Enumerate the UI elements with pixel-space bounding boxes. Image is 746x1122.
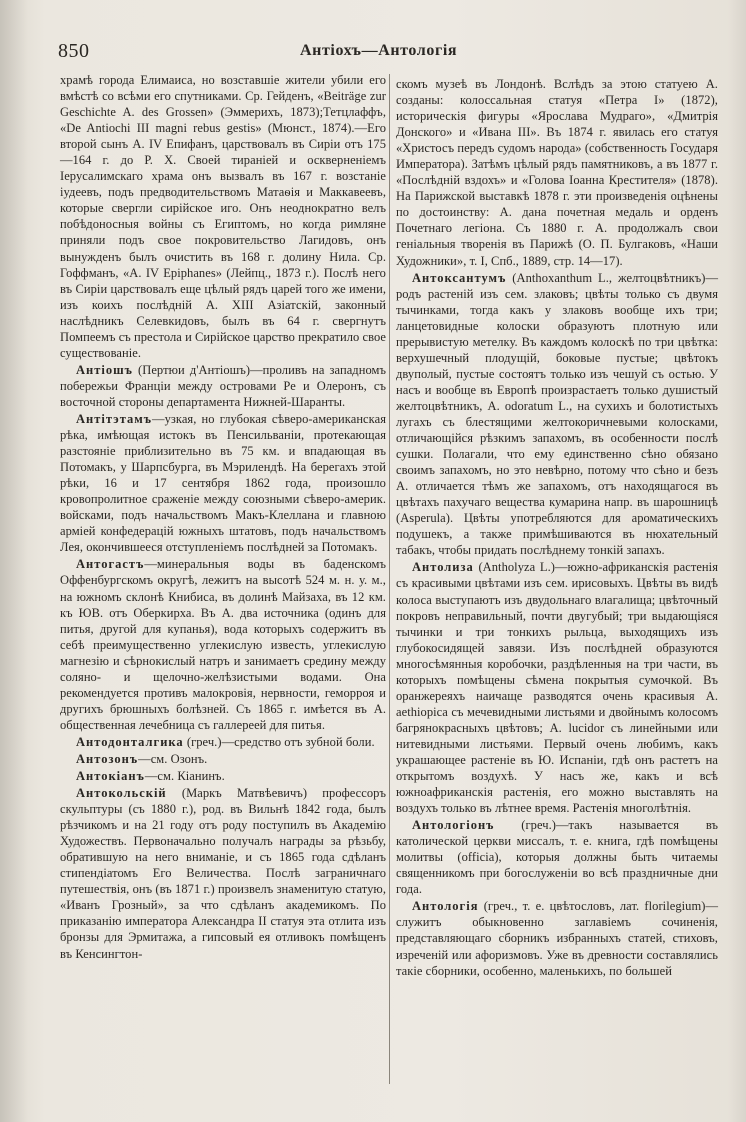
page-header [0,40,746,66]
article-entry [60,734,386,750]
entry-text: (греч., т. е. цвѣтословъ, лат. florilegium)— служитъ обыкновенно заглавіемъ сочиненія, представляющаго сборникъ избранныхъ статей, стиховъ, изреченій или афоризмовъ. Уже въ древности составлялись такіе сборники, особенно, маленькихъ, по большей [396,899,718,978]
entry-headword: Антологіонъ [412,818,495,833]
entry-text: скомъ музеѣ въ Лондонѣ. Вслѣдъ за этою статуею А. созданы: колоссальная статуя «Петра I» (1872), историческія фигуры «Ярослава Мудраго», «Дмитрія Донского» и «Ивана III». Въ 1874 г. явилась его статуя «Христосъ передъ судомъ народа» (собственность Государя Императора). Затѣмъ цѣлый рядъ памятниковъ, а въ 1877 г. «Послѣдній вздохъ» и «Голова Іоанна Крестителя» (1878). На Парижской выставкѣ 1878 г. эти произведенія оцѣнены по достоинству: А. дана почетная медаль и орденъ Почетнаго легіона. Съ 1880 г. А. продолжалъ свои геніальныя творенія въ Парижѣ (О. П. Булгаковъ, «Наши Художники», т. I, Спб., 1889, стр. 14—17). [396,77,718,268]
article-entry [396,76,718,269]
entry-text: —узкая, но глубокая сѣверо-американская рѣка, имѣющая истокъ въ Пенсильваніи, протекающая разстояніе приблизительно въ 75 км. и впадающая въ Потомакъ, у Шарпсбурга, въ Мэрилендѣ. На берегахъ этой рѣки, 16 и 17 сентября 1862 года, произошло кровопролитное сраженіе между союзными сѣверо-америк. войсками, подъ начальствомъ Макъ-Клеллана и главною арміей конфедерацій южныхъ штатовъ, подъ начальствомъ Лея, окончившееся отступленіемъ послѣдней за Потомакъ. [60,411,386,555]
article-entry [60,72,386,361]
running-title: Антіохъ—Антологія [300,42,458,59]
article-entry [396,270,718,559]
entry-text: (греч.)—средство отъ зубной боли. [183,734,375,749]
entry-headword: Антіошъ [76,362,133,377]
entry-text: (Пертюи д'Антіошъ)—проливъ на западномъ побережьи Франціи между островами Ре и Олеронъ, съ восточной стороны департамента Нижней-Шаранты. [60,362,386,409]
entry-text: —минеральныя воды въ баденскомъ Оффенбургскомъ округѣ, лежитъ на высотѣ 524 м. н. у. м., на южномъ склонѣ Книбиса, въ долинѣ Майзаха, въ 12 км. къ ЮВ. отъ Оберкирха. Въ А. два источника (одинъ для питья, другой для купанья), вода которыхъ содержитъ въ себѣ преимущественно углекислую известь, углекислую магнезію и сѣрнокислый натръ и занимаетъ средину между соляно- и щелочно-желѣзистыми водами. Она рекомендуется противъ малокровія, нервности, геморроя и другихъ брюшныхъ болѣзней. Съ 1865 г. имѣется въ А. общественная лечебница съ галлереей для питья. [60,557,386,732]
page-number: 850 [58,40,90,62]
entry-headword: Антокольскій [76,786,167,801]
entry-text: (Anthoxanthum L., желтоцвѣтникъ)—родъ растеній изъ сем. злаковъ; цвѣты только съ двумя тычинками, тогда какъ у злаковъ вообще ихъ три; ланцетовидные колоски образуютъ плотную или прерывистую метелку. Въ каждомъ колоскѣ по три цвѣтка: верхушечный плодущій, боковые пустые; цвѣтокъ двуполый, пустые состоятъ только изъ чешуй съ остью. У насъ и вообще въ Европѣ произрастаетъ только душистый желтоцвѣтникъ, А. odoratum L., на сухихъ и болотистыхъ лугахъ съ блестящими желтокоричневыми колосками, отличающійся рѣзкимъ запахомъ, въ особенности послѣ сушки. Полагали, что ему единственно сѣно обязано своимъ запахомъ, но это невѣрно, потому что сѣно и безъ А. отличается тѣмъ же запахомъ, отъ находящагося въ цвѣтахъ пахучаго вещества кумарина напр. въ шарошницѣ (Asperula). Цвѣты употребляются для ароматическихъ подушекъ, а также примѣшиваются въ нюхательный табакъ, чтобы придать послѣднему тонкій запахъ. [396,270,718,558]
article-entry [60,411,386,555]
entry-text: (Маркъ Матвѣевичъ) профессоръ скульптуры (съ 1880 г.), род. въ Вильнѣ 1842 года, былъ рѣзчикомъ и на 21 году отъ роду поступилъ въ Академію Художествъ. Первоначально получалъ награды за рѣзьбу, обратившую на него вниманіе, и съ 1865 года сдѣланъ стипендіатомъ Его Величества. Послѣ заграничнаго путешествія, онъ (въ 1871 г.) произвелъ знаменитую статую, «Иванъ Грозный», за что сдѣланъ академикомъ. По приказанію императора Александра II статуя эта отлита изъ бронзы для Эрмитажа, а гипсовый ея отливокъ помѣщенъ въ Кенсингтон- [60,786,386,961]
article-entry [60,785,386,962]
article-entry [60,362,386,410]
entry-text: (греч.)—такъ называется въ католической церкви миссалъ, т. е. книга, гдѣ помѣщены молитвы (officia), которыя должны быть читаемы священникомъ при богослуженіи во всѣ праздничные дни года. [396,818,718,897]
entry-text: —см. Озонъ. [138,751,208,766]
article-entry [396,817,718,897]
left-column [60,72,386,963]
article-entry [60,556,386,733]
article-entry [396,559,718,816]
entry-headword: Антокіанъ [76,769,145,784]
entry-headword: Антітэтамъ [76,411,153,426]
entry-headword: Антологія [412,899,479,914]
article-entry [60,768,386,784]
article-entry [396,898,718,978]
entry-text: —см. Кіанинъ. [144,769,225,784]
entry-headword: Антогастъ [76,557,145,572]
entry-headword: Антоксантумъ [412,270,507,285]
entry-text: храмѣ города Елимаиса, но возставшіе жители убили его вмѣстѣ со всѣми его спутниками. Ср. Гейденъ, «Beiträge zur Geschichte A. des Grossen» (Эммерихъ, 1873);Тетцлаффъ, «De Antiochi III magni rebus gestis» (Мюнст., 1874).—Его второй сынъ А. IV Епифанъ, царствовалъ въ Сиріи отъ 175—164 г. до Р. Х. Своей тираніей и оскверненіемъ Іерусалимскаго храма онъ вызвалъ въ 167 г. возстаніе іудеевъ, подъ предводительствомъ Матаѳія и Маккавеевъ, которые свергли сирійское иго. Онъ неоднократно велъ побѣдоносныя войны съ Египтомъ, но когда римляне приняли подъ свое покровительство Лагидовъ, онъ вынужденъ былъ очистить въ 168 г. долину Нила. Ср. Гоффманъ, «A. IV Epiphanes» (Лейпц., 1873 г.). Послѣ него въ Сиріи царствовалъ еще цѣлый рядъ царей того же имени, изъ коихъ послѣдній А. XIII Азіатскій, законный наслѣдникъ Селевкидовъ, былъ въ 64 г. свергнутъ Помпеемъ съ престола и Сирійское царство прекратило свое существованіе. [60,73,386,360]
entry-headword: Антодонталгика [76,734,184,749]
entry-headword: Антозонъ [76,751,139,766]
entry-headword: Антолиза [412,560,474,575]
column-divider [389,74,390,1084]
right-column [396,76,718,980]
article-entry [60,751,386,767]
gutter-shadow [0,0,28,1122]
entry-text: (Antholyza L.)—южно-африканскія растенія съ красивыми цвѣтами изъ сем. ирисовыхъ. Цвѣты въ видѣ колоса выступаютъ изъ двудольнаго влагалища; цвѣточный покровъ неправильный, почти двугубый; три выдающіяся тычинки и три тонкихъ рыльца, выходящихъ изъ глубокосидящей завязи. Изъ послѣдней образуются многосѣмянныя коробочки, раздѣленныя на три части, въ которыхъ помѣщены сѣмена покрытыя сумочкой. Въ оранжереяхъ наичаще разводятся очень красивыя А. aethiopica съ мечевидными листьями и двойнымъ колосомъ багрянокрасныхъ цвѣтовъ; А. lucidor съ линейными или нитевидными листьями. Первый очень любимъ, какъ украшающее растеніе въ Ю. Испаніи, гдѣ онъ растетъ на открытомъ воздухѣ. У насъ же, какъ и всѣ южноафриканскія растенія, его можно выставлять на воздухъ только въ лѣтнее время. Растенія многолѣтнія. [396,560,718,816]
page-edge-shadow [728,0,746,1122]
